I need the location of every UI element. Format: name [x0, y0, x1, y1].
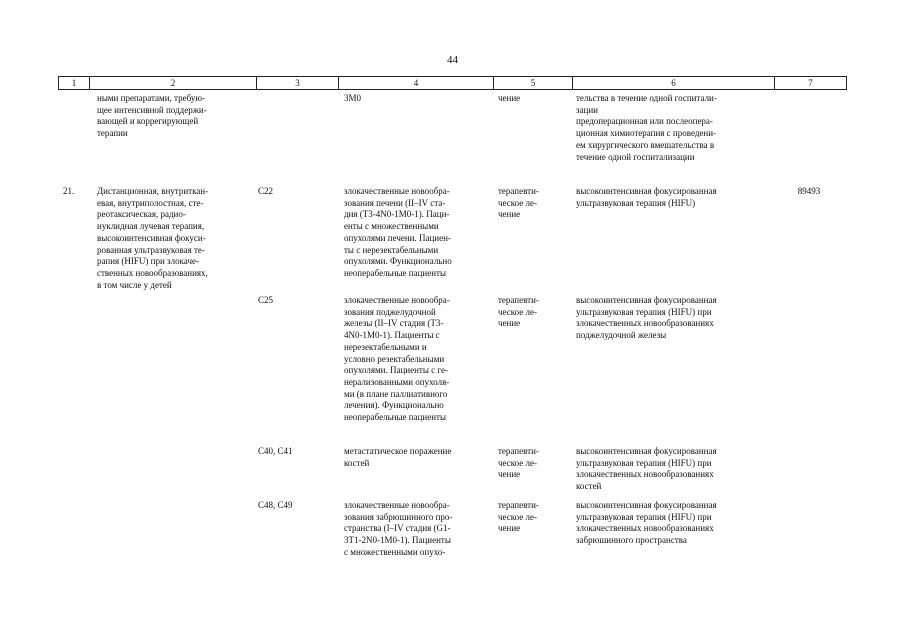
entry-treatment: терапевти- ческое ле- чение [498, 186, 539, 220]
entry-code: C48, C49 [258, 500, 293, 510]
continuation-condition: ными препаратами, требую- щее интенсивной поддержи- вающей и коррегирующей терапии [97, 93, 207, 139]
entry-code: C25 [258, 295, 274, 305]
entry-model: метастатическое поражение костей [344, 446, 452, 468]
header-col-5: 5 [493, 77, 572, 89]
entry-method: высокоинтенсивная фокусированная ультразвуковая терапия (HIFU) [576, 186, 717, 208]
entry-model: злокачественные новообра- зования поджелудочной железы (II–IV стадия (T3- 4N0-1M0-1). Пациенты с нерезектабельными и условно резектабельными опухолями. Пациенты с ге- нерализованными опухоля- ми (в плане паллиативного лечения). Функционально неоперабельные пациенты [344, 295, 450, 423]
entry-model: злокачественные новообра- зования печени (II–IV ста- дия (T3-4N0-1M0-1). Паци- енты с множественными опухолями печени. Пациен- ты с нерезектабельными опухолями. Функционально неоперабельные пациенты [344, 186, 452, 278]
table-header-row [58, 76, 847, 90]
header-col-4: 4 [338, 77, 493, 89]
row-21-name: Дистанционная, внутриткан- евая, внутриполостная, сте- реотаксическая, радио- нуклидная лучевая терапия, высокоинтенсивная фокуси- рованная ультразвуковая те- рапия (HIFU) при злокаче- ственных новообразованиях, в том числе у детей [97, 186, 209, 290]
entry-model: злокачественные новообра- зования забрюшинного про- странства (I–IV стадия (G1- 3T1-2N0-1M0-1). Пациенты с множественными опухо- [344, 500, 453, 557]
continuation-model: 3М0 [344, 93, 362, 103]
continuation-treatment: чение [498, 93, 521, 103]
entry-method: высокоинтенсивная фокусированная ультразвуковая терапия (HIFU) при злокачественных новообразованиях поджелудочной железы [576, 295, 717, 341]
row-21-cost: 89493 [797, 186, 821, 196]
entry-code: C40, C41 [258, 446, 293, 456]
header-col-1: 1 [58, 77, 89, 89]
entry-code: C22 [258, 186, 274, 196]
entry-treatment: терапевти- ческое ле- чение [498, 446, 539, 480]
entry-treatment: терапевти- ческое ле- чение [498, 500, 539, 534]
continuation-method: тельства в течение одной госпитали- зации предоперационная или послеопера- ционная химиотерапия с проведени- ем хирургического вмешательства в течение одной госпитализации [576, 93, 717, 162]
header-col-3: 3 [256, 77, 338, 89]
row-number: 21. [63, 186, 75, 196]
page-number: 44 [447, 54, 458, 66]
header-col-7: 7 [774, 77, 847, 89]
entry-treatment: терапевти- ческое ле- чение [498, 295, 539, 329]
header-col-6: 6 [572, 77, 774, 89]
header-col-2: 2 [89, 77, 256, 89]
entry-method: высокоинтенсивная фокусированная ультразвуковая терапия (HIFU) при злокачественных новообразованиях костей [576, 446, 717, 492]
entry-method: высокоинтенсивная фокусированная ультразвуковая терапия (HIFU) при злокачественных новообразованиях забрюшинного пространства [576, 500, 717, 546]
